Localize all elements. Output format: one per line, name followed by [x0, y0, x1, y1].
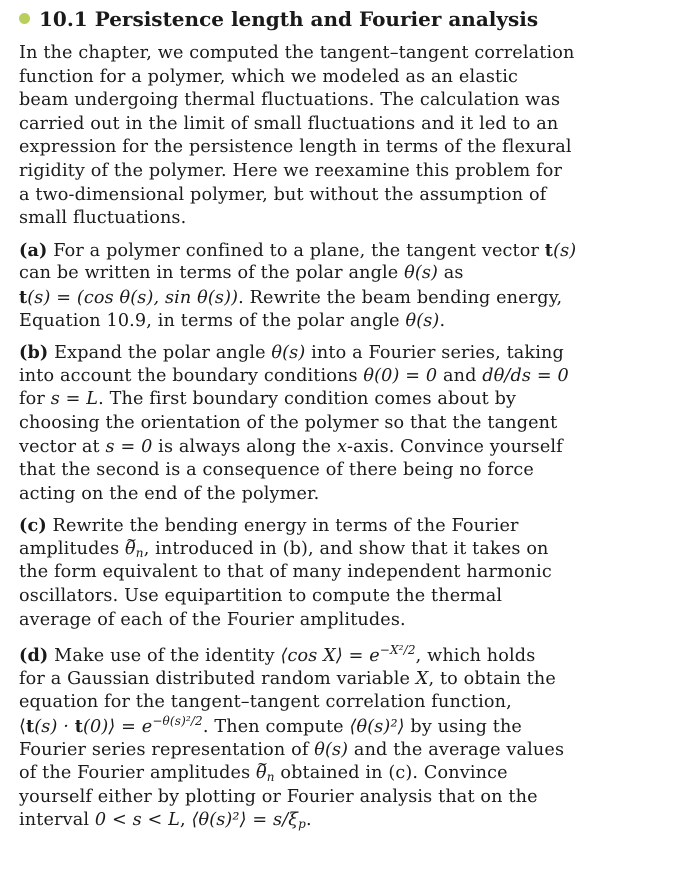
- section-number: 10.1: [39, 7, 88, 31]
- part-b: (b) Expand the polar angle θ(s) into a Fourier series, taking into account the boundary conditions θ(0) = 0 and dθ/ds = 0 for s = L. The first boundary condition comes about by choosing the orientation of the polymer so that the tangent vector at s = 0 is always along the x-axis. Convince yourself that the second is a consequence of there being no force acting on the end of the polymer.: [19, 342, 569, 504]
- part-a: (a) For a polymer confined to a plane, the tangent vector t(s) can be written in terms of the polar angle θ(s) as t(s) = (cos θ(s), sin θ(s)). Rewrite the beam bending energy, Equation 10.9, in terms of the polar angle θ(s).: [19, 239, 577, 331]
- section-title: Persistence length and Fourier analysis: [94, 7, 539, 31]
- part-b-label: (b): [19, 342, 49, 364]
- intro-line: carried out in the limit of small fluctuations and it led to an: [19, 113, 559, 134]
- intro-line: In the chapter, we computed the tangent–tangent correlation: [19, 43, 575, 63]
- intro-line: rigidity of the polymer. Here we reexamine this problem for: [19, 160, 563, 181]
- section-heading: [19, 4, 659, 34]
- intro-line: small fluctuations.: [19, 208, 187, 229]
- part-d-label: (d): [19, 645, 49, 667]
- bullet-icon: [19, 13, 30, 24]
- intro-line: function for a polymer, which we modeled as an elastic: [19, 66, 519, 87]
- intro-line: expression for the persistence length in terms of the flexural: [19, 137, 572, 158]
- part-c: (c) Rewrite the bending energy in terms of the Fourier amplitudes ~ $\theta_n$, introduced in (b), and show that it takes on the form equivalent to that of many independent harmonic oscillators. Use equipartition to compute the thermal average of each of the Fourier amplitudes.: [19, 514, 659, 632]
- document-page: [19, 0, 659, 833]
- intro-line: a two-dimensional polymer, but without the assumption of: [19, 184, 547, 205]
- part-a-label: (a): [19, 239, 48, 261]
- intro-paragraph: [19, 42, 659, 231]
- part-d: (d) Make use of the identity ⟨cos X⟩ = $e^{-X^2/2}$, which holds for a Gaussian distributed random variable X, to obtain the equation for the tangent–tangent correlation function, ⟨t(s) · t(0)⟩ = $e^{-\theta(s)^2/2}$. Then compute ⟨θ(s)²⟩ by using the Fourier series representation of θ(s) and the average values of the Fourier amplitudes ~ $\theta_n$ obtained in (c). Convince yourself either by plotting or Fourier analysis that on the interval 0 < s < L, ⟨θ(s)²⟩ = $s/\xi_p$.: [19, 644, 659, 833]
- intro-line: beam undergoing thermal fluctuations. The calculation was: [19, 90, 561, 111]
- part-c-label: (c): [19, 515, 47, 537]
